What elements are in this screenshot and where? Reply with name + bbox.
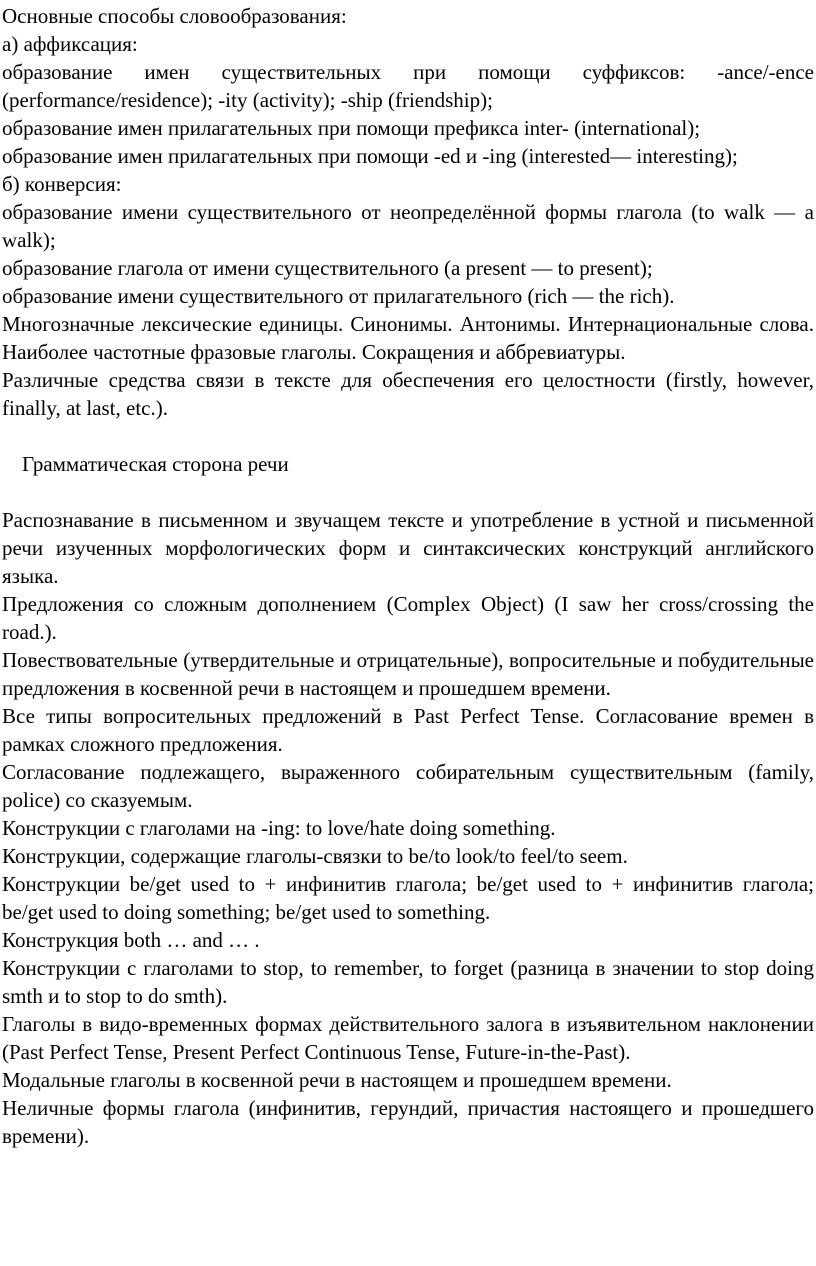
paragraph-both-and: Конструкция both … and … . <box>2 928 260 952</box>
blank-line <box>2 422 814 450</box>
document-page <box>2 2 814 1150</box>
paragraph-linking-verbs: Конструкции, содержащие глаголы-связки to be/to look/to feel/to seem. <box>2 844 628 868</box>
paragraph-affixation: а) аффиксация: <box>2 32 138 56</box>
paragraph-used-to: Конструкции be/get used to + инфинитив глагола; be/get used to + инфинитив глагола; be/get used to doing something; be/get used to something. <box>2 872 814 924</box>
paragraph-question-types: Все типы вопросительных предложений в Past Perfect Tense. Согласование времен в рамках сложного предложения. <box>2 704 814 756</box>
paragraph-subject-agreement: Согласование подлежащего, выраженного собирательным существительным (family, police) со сказуемым. <box>2 760 814 812</box>
paragraph-lexical-units: Многозначные лексические единицы. Синонимы. Антонимы. Интернациональные слова. Наиболее частотные фразовые глаголы. Сокращения и аббревиатуры. <box>2 312 814 364</box>
paragraph-cohesion-means: Различные средства связи в тексте для обеспечения его целостности (firstly, however, finally, at last, etc.). <box>2 368 814 420</box>
paragraph-ing-constructions: Конструкции с глаголами на -ing: to love/hate doing something. <box>2 816 556 840</box>
paragraph-noun-suffixes: образование имен существительных при помощи суффиксов: -ance/-ence (performance/residence); -ity (activity); -ship (friendship); <box>2 60 814 112</box>
paragraph-recognition: Распознавание в письменном и звучащем тексте и употребление в устной и письменной речи изученных морфологических форм и синтаксических конструкций английского языка. <box>2 508 814 588</box>
paragraph-noun-from-verb: образование имени существительного от неопределённой формы глагола (to walk — a walk); <box>2 200 814 252</box>
paragraph-complex-object: Предложения со сложным дополнением (Complex Object) (I saw her cross/crossing the road.). <box>2 592 814 644</box>
paragraph-modal-verbs: Модальные глаголы в косвенной речи в настоящем и прошедшем времени. <box>2 1068 672 1092</box>
paragraph-word-formation-title: Основные способы словообразования: <box>2 4 347 28</box>
paragraph-verb-from-noun: образование глагола от имени существительного (a present — to present); <box>2 256 653 280</box>
paragraph-adjective-ed-ing: образование имен прилагательных при помощи -ed и -ing (interested— interesting); <box>2 144 738 168</box>
paragraph-active-voice-tenses: Глаголы в видо-временных формах действительного залога в изъявительном наклонении (Past Perfect Tense, Present Perfect Continuous Tense, Future-in-the-Past). <box>2 1012 814 1064</box>
paragraph-noun-from-adjective: образование имени существительного от прилагательного (rich — the rich). <box>2 284 675 308</box>
section-heading: Грамматическая сторона речи <box>22 452 289 476</box>
paragraph-non-finite-forms: Неличные формы глагола (инфинитив, герундий, причастия настоящего и прошедшего времени). <box>2 1096 814 1148</box>
paragraph-reported-speech: Повествовательные (утвердительные и отрицательные), вопросительные и побудительные предложения в косвенной речи в настоящем и прошедшем времени. <box>2 648 814 700</box>
paragraph-conversion: б) конверсия: <box>2 172 122 196</box>
blank-line <box>2 478 814 506</box>
paragraph-stop-remember-forget: Конструкции с глаголами to stop, to remember, to forget (разница в значении to stop doing smth и to stop to do smth). <box>2 956 814 1008</box>
paragraph-adjective-prefix: образование имен прилагательных при помощи префикса inter- (international); <box>2 116 701 140</box>
